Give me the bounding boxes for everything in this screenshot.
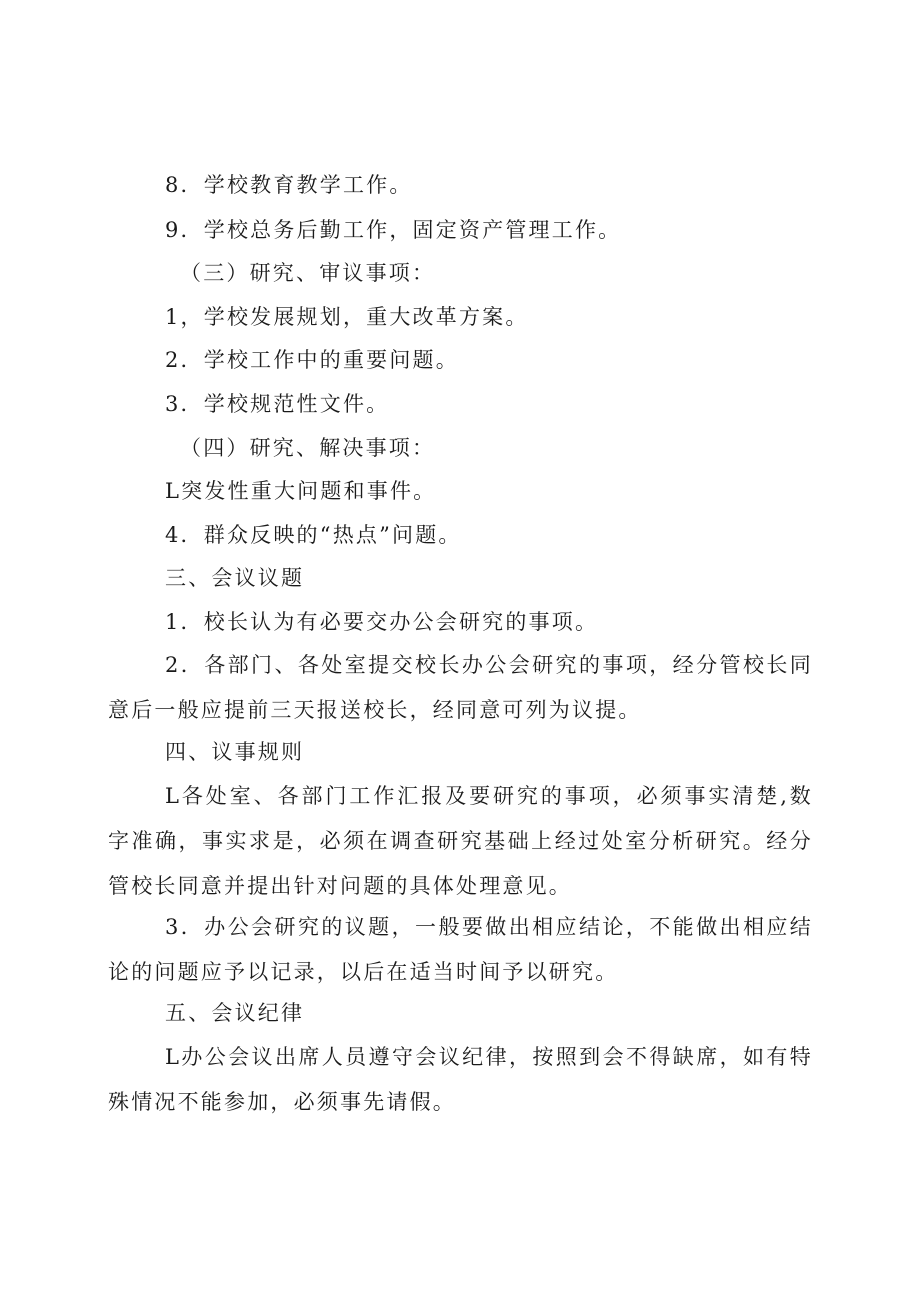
section-heading-discipline: 五、会议纪律: [165, 1001, 305, 1025]
item-8-teaching-work: 8．学校教育教学工作。: [165, 173, 413, 197]
rules-item-3: 3．办公会研究的议题，一般要做出相应结论，不能做出相应结论的问题应予以记录，以后在适当时间予以研究。: [108, 915, 813, 984]
subheading-research-review: （三）研究、审议事项：: [180, 261, 436, 285]
item-1-development-plan: 1，学校发展规划，重大改革方案。: [165, 305, 529, 329]
subheading-research-resolve: （四）研究、解决事项：: [180, 436, 436, 460]
item-4-hot-issues: 4．群众反映的“热点”问题。: [165, 523, 462, 547]
rules-item-l: L各处室、各部门工作汇报及要研究的事项，必须事实清楚,数字准确，事实求是，必须在调查研究基础上经过处室分析研究。经分管校长同意并提出针对问题的具体处理意见。: [108, 784, 813, 898]
item-9-logistics-work: 9．学校总务后勤工作，固定资产管理工作。: [165, 218, 622, 242]
section-heading-rules: 四、议事规则: [165, 740, 305, 764]
section-heading-agenda: 三、会议议题: [165, 566, 305, 590]
discipline-item-l: L办公会议出席人员遵守会议纪律，按照到会不得缺席，如有特殊情况不能参加，必须事先请假。: [108, 1045, 813, 1114]
agenda-item-2: 2．各部门、各处室提交校长办公会研究的事项，经分管校长同意后一般应提前三天报送校长，经同意可列为议提。: [108, 653, 813, 722]
item-l-emergencies: L突发性重大问题和事件。: [165, 479, 437, 503]
item-2-important-issues: 2．学校工作中的重要问题。: [165, 348, 459, 372]
agenda-item-1: 1．校长认为有必要交办公会研究的事项。: [165, 610, 599, 634]
item-3-normative-documents: 3．学校规范性文件。: [165, 392, 390, 416]
